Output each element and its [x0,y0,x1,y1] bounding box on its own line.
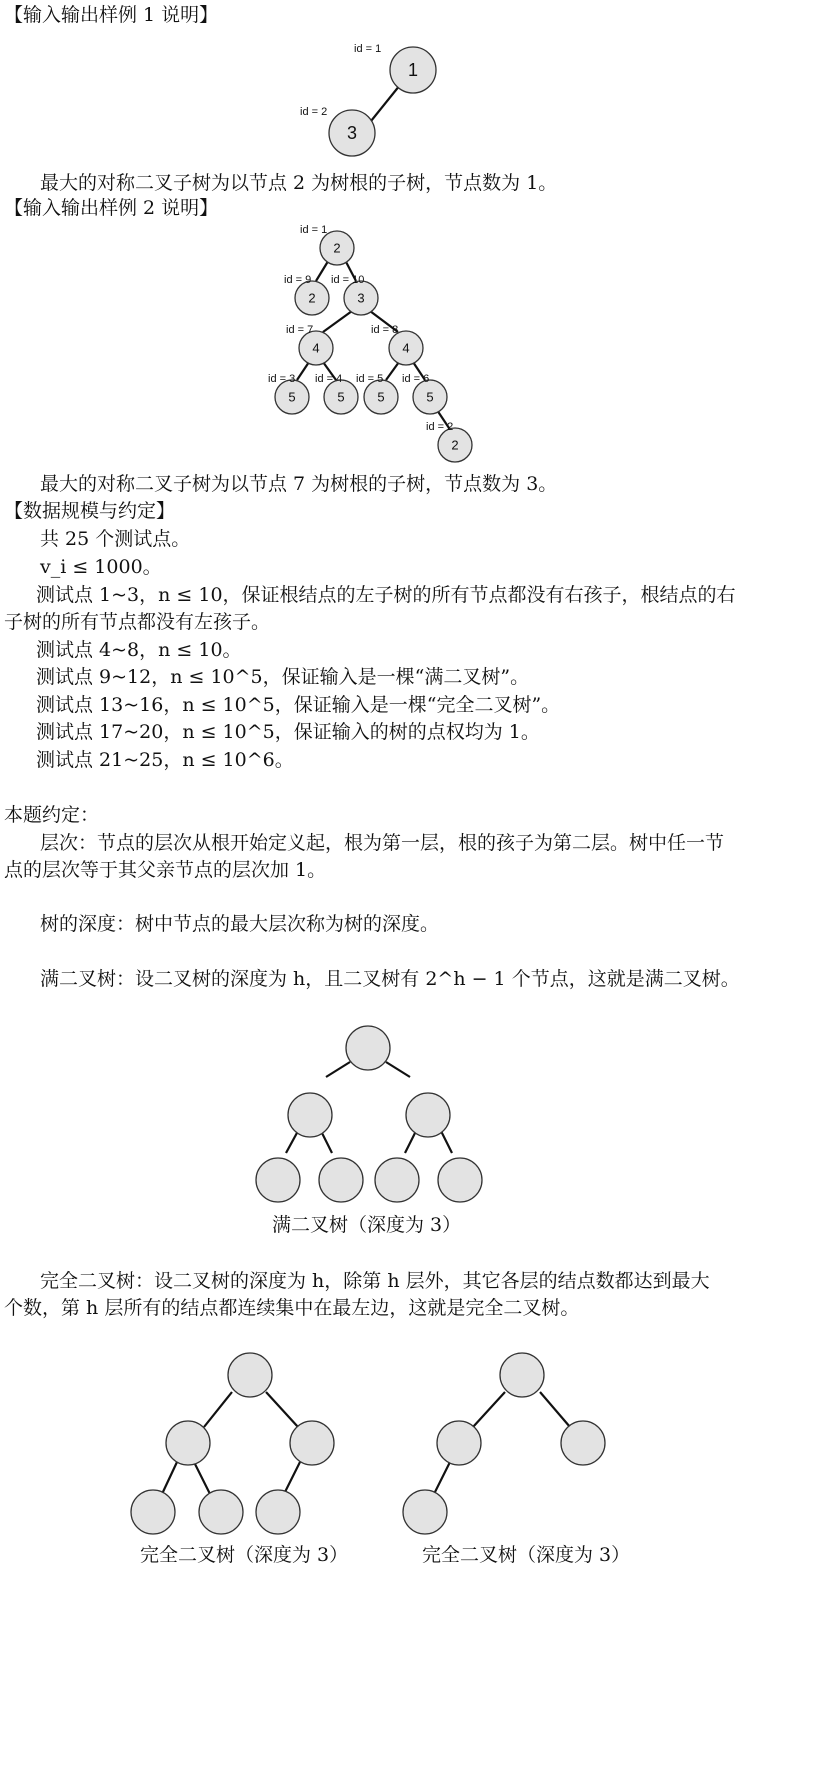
tree-node [256,1490,300,1534]
node-value: 2 [308,290,316,306]
node-value: 2 [451,437,459,453]
complete-binary-tree-definition: 个数，第 h 层所有的结点都连续集中在最左边，这就是完全二叉树。 [4,1297,580,1319]
constraint-line: 测试点 4~8，n ≤ 10。 [36,639,242,661]
node-id-label: id = 1 [300,224,328,236]
tree-node [403,1490,447,1534]
tree-node [228,1353,272,1397]
node-id-label: id = 1 [354,43,382,55]
constraints-heading: 【数据规模与约定】 [4,500,176,522]
tree-edge [441,1131,452,1153]
node-value: 1 [407,60,419,80]
tree-edge [434,1462,450,1494]
complete-binary-tree-caption: 完全二叉树（深度为 3） [140,1544,349,1566]
tree-edge [326,1062,350,1077]
level-definition: 层次：节点的层次从根开始定义起，根为第一层，根的孩子为第二层。树中任一节 [40,832,725,854]
tree-edge [323,311,352,332]
tree-edge [405,1131,416,1153]
constraint-line: v_i ≤ 1000。 [40,556,162,578]
constraint-line: 子树的所有节点都没有左孩子。 [4,611,271,633]
tree-edge [386,362,399,380]
tree-node [131,1490,175,1534]
tree-node [288,1093,332,1137]
tree-node [437,1421,481,1465]
node-id-label: id = 2 [300,106,328,118]
node-value: 5 [288,389,296,405]
tree-edge [473,1392,505,1427]
constraint-line: 测试点 21~25，n ≤ 10^6。 [36,749,294,771]
example1-tree [300,43,436,156]
tree-edge [286,1131,298,1153]
tree-edge [540,1392,570,1427]
node-id-label: id = 2 [426,421,454,433]
node-value: 3 [357,290,365,306]
section1-explanation: 最大的对称二叉子树为以节点 2 为树根的子树，节点数为 1。 [40,172,558,194]
tree-node [561,1421,605,1465]
constraint-line: 共 25 个测试点。 [40,528,191,550]
tree-node [500,1353,544,1397]
tree-node [199,1490,243,1534]
tree-edge [367,85,400,126]
tree-edge [297,362,309,380]
tree-edge [162,1462,177,1494]
node-value: 3 [346,123,358,143]
node-value: 4 [312,340,320,356]
tree-edge [266,1392,298,1427]
node-id-label: id = 4 [315,373,343,385]
node-value: 4 [402,340,410,356]
node-id-label: id = 10 [331,274,365,286]
tree-node [438,1158,482,1202]
node-id-label: id = 9 [284,274,312,286]
tree-edge [321,1131,332,1153]
section2-explanation: 最大的对称二叉子树为以节点 7 为树根的子树，节点数为 3。 [40,473,558,495]
tree-edge [194,1462,210,1494]
node-id-label: id = 7 [286,324,314,336]
constraint-line: 测试点 9~12，n ≤ 10^5，保证输入是一棵“满二叉树”。 [36,666,530,688]
constraint-line: 测试点 1~3，n ≤ 10，保证根结点的左子树的所有节点都没有右孩子，根结点的右 [36,584,736,606]
tree-node [166,1421,210,1465]
node-id-label: id = 6 [402,373,430,385]
tree-node [346,1026,390,1070]
complete-binary-tree-caption: 完全二叉树（深度为 3） [422,1544,631,1566]
node-value: 2 [333,240,341,256]
tree-edge [284,1462,300,1494]
tree-node [406,1093,450,1137]
example2-tree [268,224,472,462]
tree-edge [386,1062,410,1077]
tree-node [375,1158,419,1202]
node-value: 5 [337,389,345,405]
node-value: 5 [426,389,434,405]
depth-definition: 树的深度：树中节点的最大层次称为树的深度。 [40,913,440,935]
complete-binary-tree-definition: 完全二叉树：设二叉树的深度为 h，除第 h 层外，其它各层的结点数都达到最大 [40,1270,710,1292]
tree-node [319,1158,363,1202]
constraint-line: 测试点 13~16，n ≤ 10^5，保证输入是一棵“完全二叉树”。 [36,694,561,716]
node-value: 5 [377,389,385,405]
section2-heading: 【输入输出样例 2 说明】 [4,197,219,219]
constraint-line: 测试点 17~20，n ≤ 10^5，保证输入的树的点权均为 1。 [36,721,540,743]
full-binary-tree-caption: 满二叉树（深度为 3） [272,1214,462,1236]
node-id-label: id = 8 [371,324,399,336]
tree-edge [204,1392,232,1427]
tree-node [290,1421,334,1465]
node-id-label: id = 5 [356,373,384,385]
level-definition: 点的层次等于其父亲节点的层次加 1。 [4,859,327,881]
complete-binary-tree-right-diagram [403,1353,605,1534]
conventions-heading: 本题约定： [4,804,100,826]
full-binary-tree-definition: 满二叉树：设二叉树的深度为 h，且二叉树有 2^h − 1 个节点，这就是满二叉树。 [40,968,740,990]
full-binary-tree-diagram [256,1026,482,1202]
node-id-label: id = 3 [268,373,296,385]
section1-heading: 【输入输出样例 1 说明】 [4,4,219,26]
complete-binary-tree-left-diagram [131,1353,334,1534]
tree-node [256,1158,300,1202]
